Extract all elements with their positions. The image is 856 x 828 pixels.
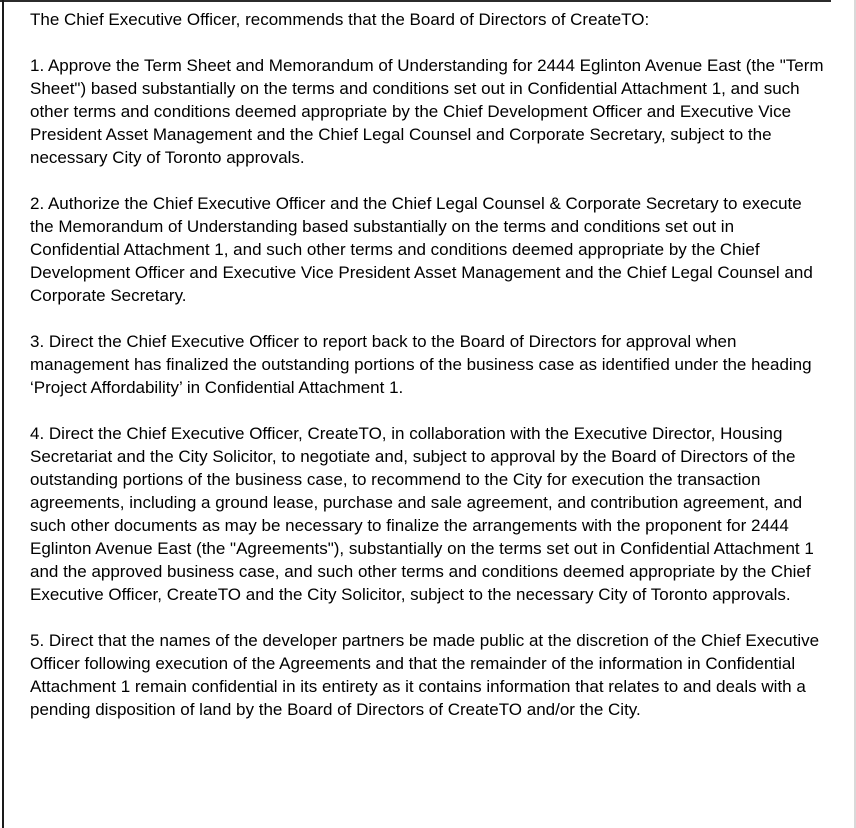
recommendation-paragraph-4: 4. Direct the Chief Executive Officer, CreateTO, in collaboration with the Executive Director, Housing Secretariat and the City Solicitor, to negotiate and, subject to approval by the Board of Directors of the outstanding portions of the business case, to recommend to the City for execution the transaction agreements, including a ground lease, purchase and sale agreement, and contribution agreement, and such other documents as may be necessary to finalize the arrangements with the proponent for 2444 Eglinton Avenue East (the "Agreements"), substantially on the terms set out in Confidential Attachment 1 and the approved business case, and such other terms and conditions deemed appropriate by the Chief Executive Officer, CreateTO and the City Solicitor, subject to the necessary City of Toronto approvals. [30, 424, 814, 604]
intro-paragraph: The Chief Executive Officer, recommends that the Board of Directors of CreateTO: [30, 10, 650, 29]
window-left-border [2, 0, 4, 828]
recommendation-paragraph-1: 1. Approve the Term Sheet and Memorandum of Understanding for 2444 Eglinton Avenue East (the "Term Sheet") based substantially on the terms and conditions set out in Confidential Attachment 1, and such other terms and conditions deemed appropriate by the Chief Development Officer and Executive Vice President Asset Management and the Chief Legal Counsel and Corporate Secretary, subject to the necessary City of Toronto approvals. [30, 56, 824, 167]
window-top-border [0, 0, 831, 2]
recommendation-paragraph-3: 3. Direct the Chief Executive Officer to report back to the Board of Directors for approval when management has finalized the outstanding portions of the business case as identified under the heading ‘Project Affordability’ in Confidential Attachment 1. [30, 332, 812, 397]
document-body [30, 8, 825, 721]
recommendation-paragraph-2: 2. Authorize the Chief Executive Officer and the Chief Legal Counsel & Corporate Secretary to execute the Memorandum of Understanding based substantially on the terms and conditions set out in Confidential Attachment 1, and such other terms and conditions deemed appropriate by the Chief Development Officer and Executive Vice President Asset Management and the Chief Legal Counsel and Corporate Secretary. [30, 194, 813, 305]
recommendation-paragraph-5: 5. Direct that the names of the developer partners be made public at the discretion of the Chief Executive Officer following execution of the Agreements and that the remainder of the information in Confidential Attachment 1 remain confidential in its entirety as it contains information that relates to and deals with a pending disposition of land by the Board of Directors of CreateTO and/or the City. [30, 631, 820, 719]
